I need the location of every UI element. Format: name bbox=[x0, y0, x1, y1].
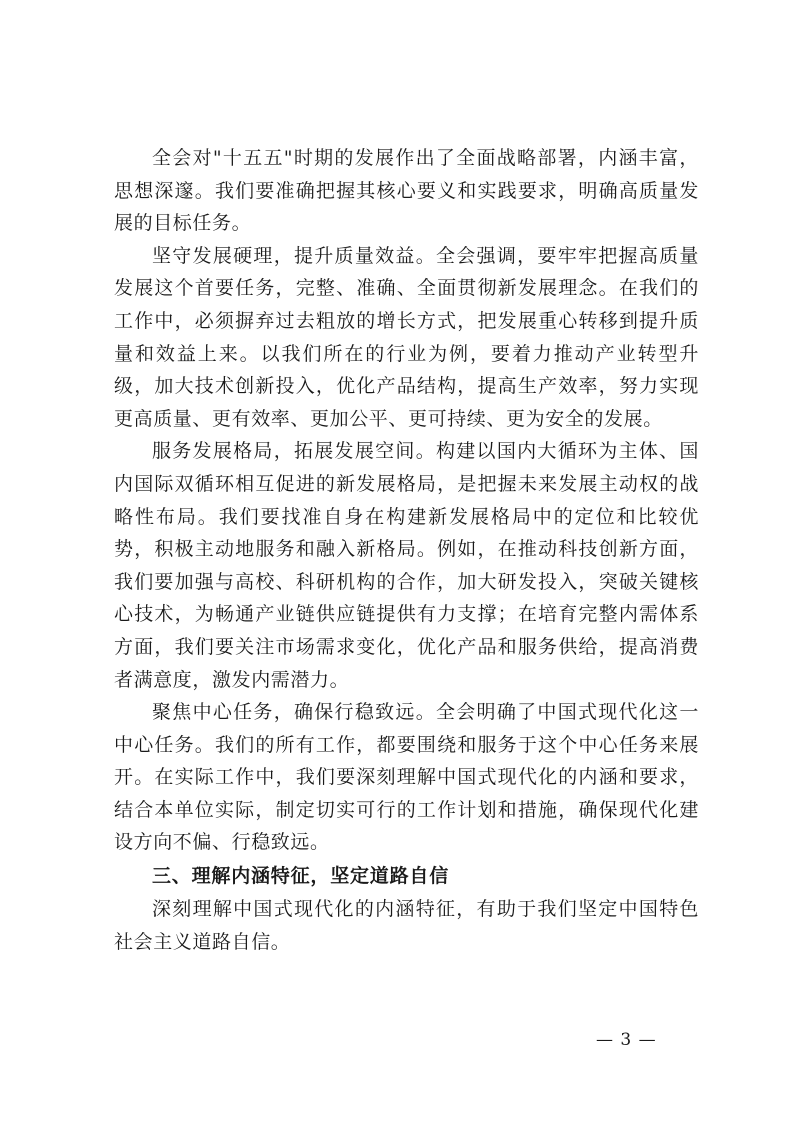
paragraph-intro: 全会对"十五五"时期的发展作出了全面战略部署，内涵丰富，思想深邃。我们要准确把握其核心要义和实践要求，明确高质量发展的目标任务。 bbox=[114, 147, 699, 235]
paragraph-central-task: 聚焦中心任务，确保行稳致远。全会明确了中国式现代化这一中心任务。我们的所有工作，都要围绕和服务于这个中心任务来展开。在实际工作中，我们要深刻理解中国式现代化的内涵和要求，结合本单位实际，制定切实可行的工作计划和措施，确保现代化建设方向不偏、行稳致远。 bbox=[114, 701, 699, 854]
paragraph-pattern: 服务发展格局，拓展发展空间。构建以国内大循环为主体、国内国际双循环相互促进的新发展格局，是把握未来发展主动权的战略性布局。我们要找准自身在构建新发展格局中的定位和比较优势，积极主动地服务和融入新格局。例如，在推动科技创新方面，我们要加强与高校、科研机构的合作，加大研发投入，突破关键核心技术，为畅通产业链供应链提供有力支撑；在培育完整内需体系方面，我们要关注市场需求变化，优化产品和服务供给，提高消费者满意度，激发内需潜力。 bbox=[114, 440, 699, 691]
paragraph-quality: 坚守发展硬理，提升质量效益。全会强调，要牢牢把握高质量发展这个首要任务，完整、准确、全面贯彻新发展理念。在我们的工作中，必须摒弃过去粗放的增长方式，把发展重心转移到提升质量和效益上来。以我们所在的行业为例，要着力推动产业转型升级，加大技术创新投入，优化产品结构，提高生产效率，努力实现更高质量、更有效率、更加公平、更可持续、更为安全的发展。 bbox=[114, 244, 699, 430]
section-heading: 三、理解内涵特征，坚定道路自信 bbox=[152, 865, 450, 888]
document-body bbox=[114, 142, 699, 958]
page-number: — 3 — bbox=[596, 1030, 657, 1050]
paragraph-closing: 深刻理解中国式现代化的内涵特征，有助于我们坚定中国特色社会主义道路自信。 bbox=[114, 898, 699, 953]
